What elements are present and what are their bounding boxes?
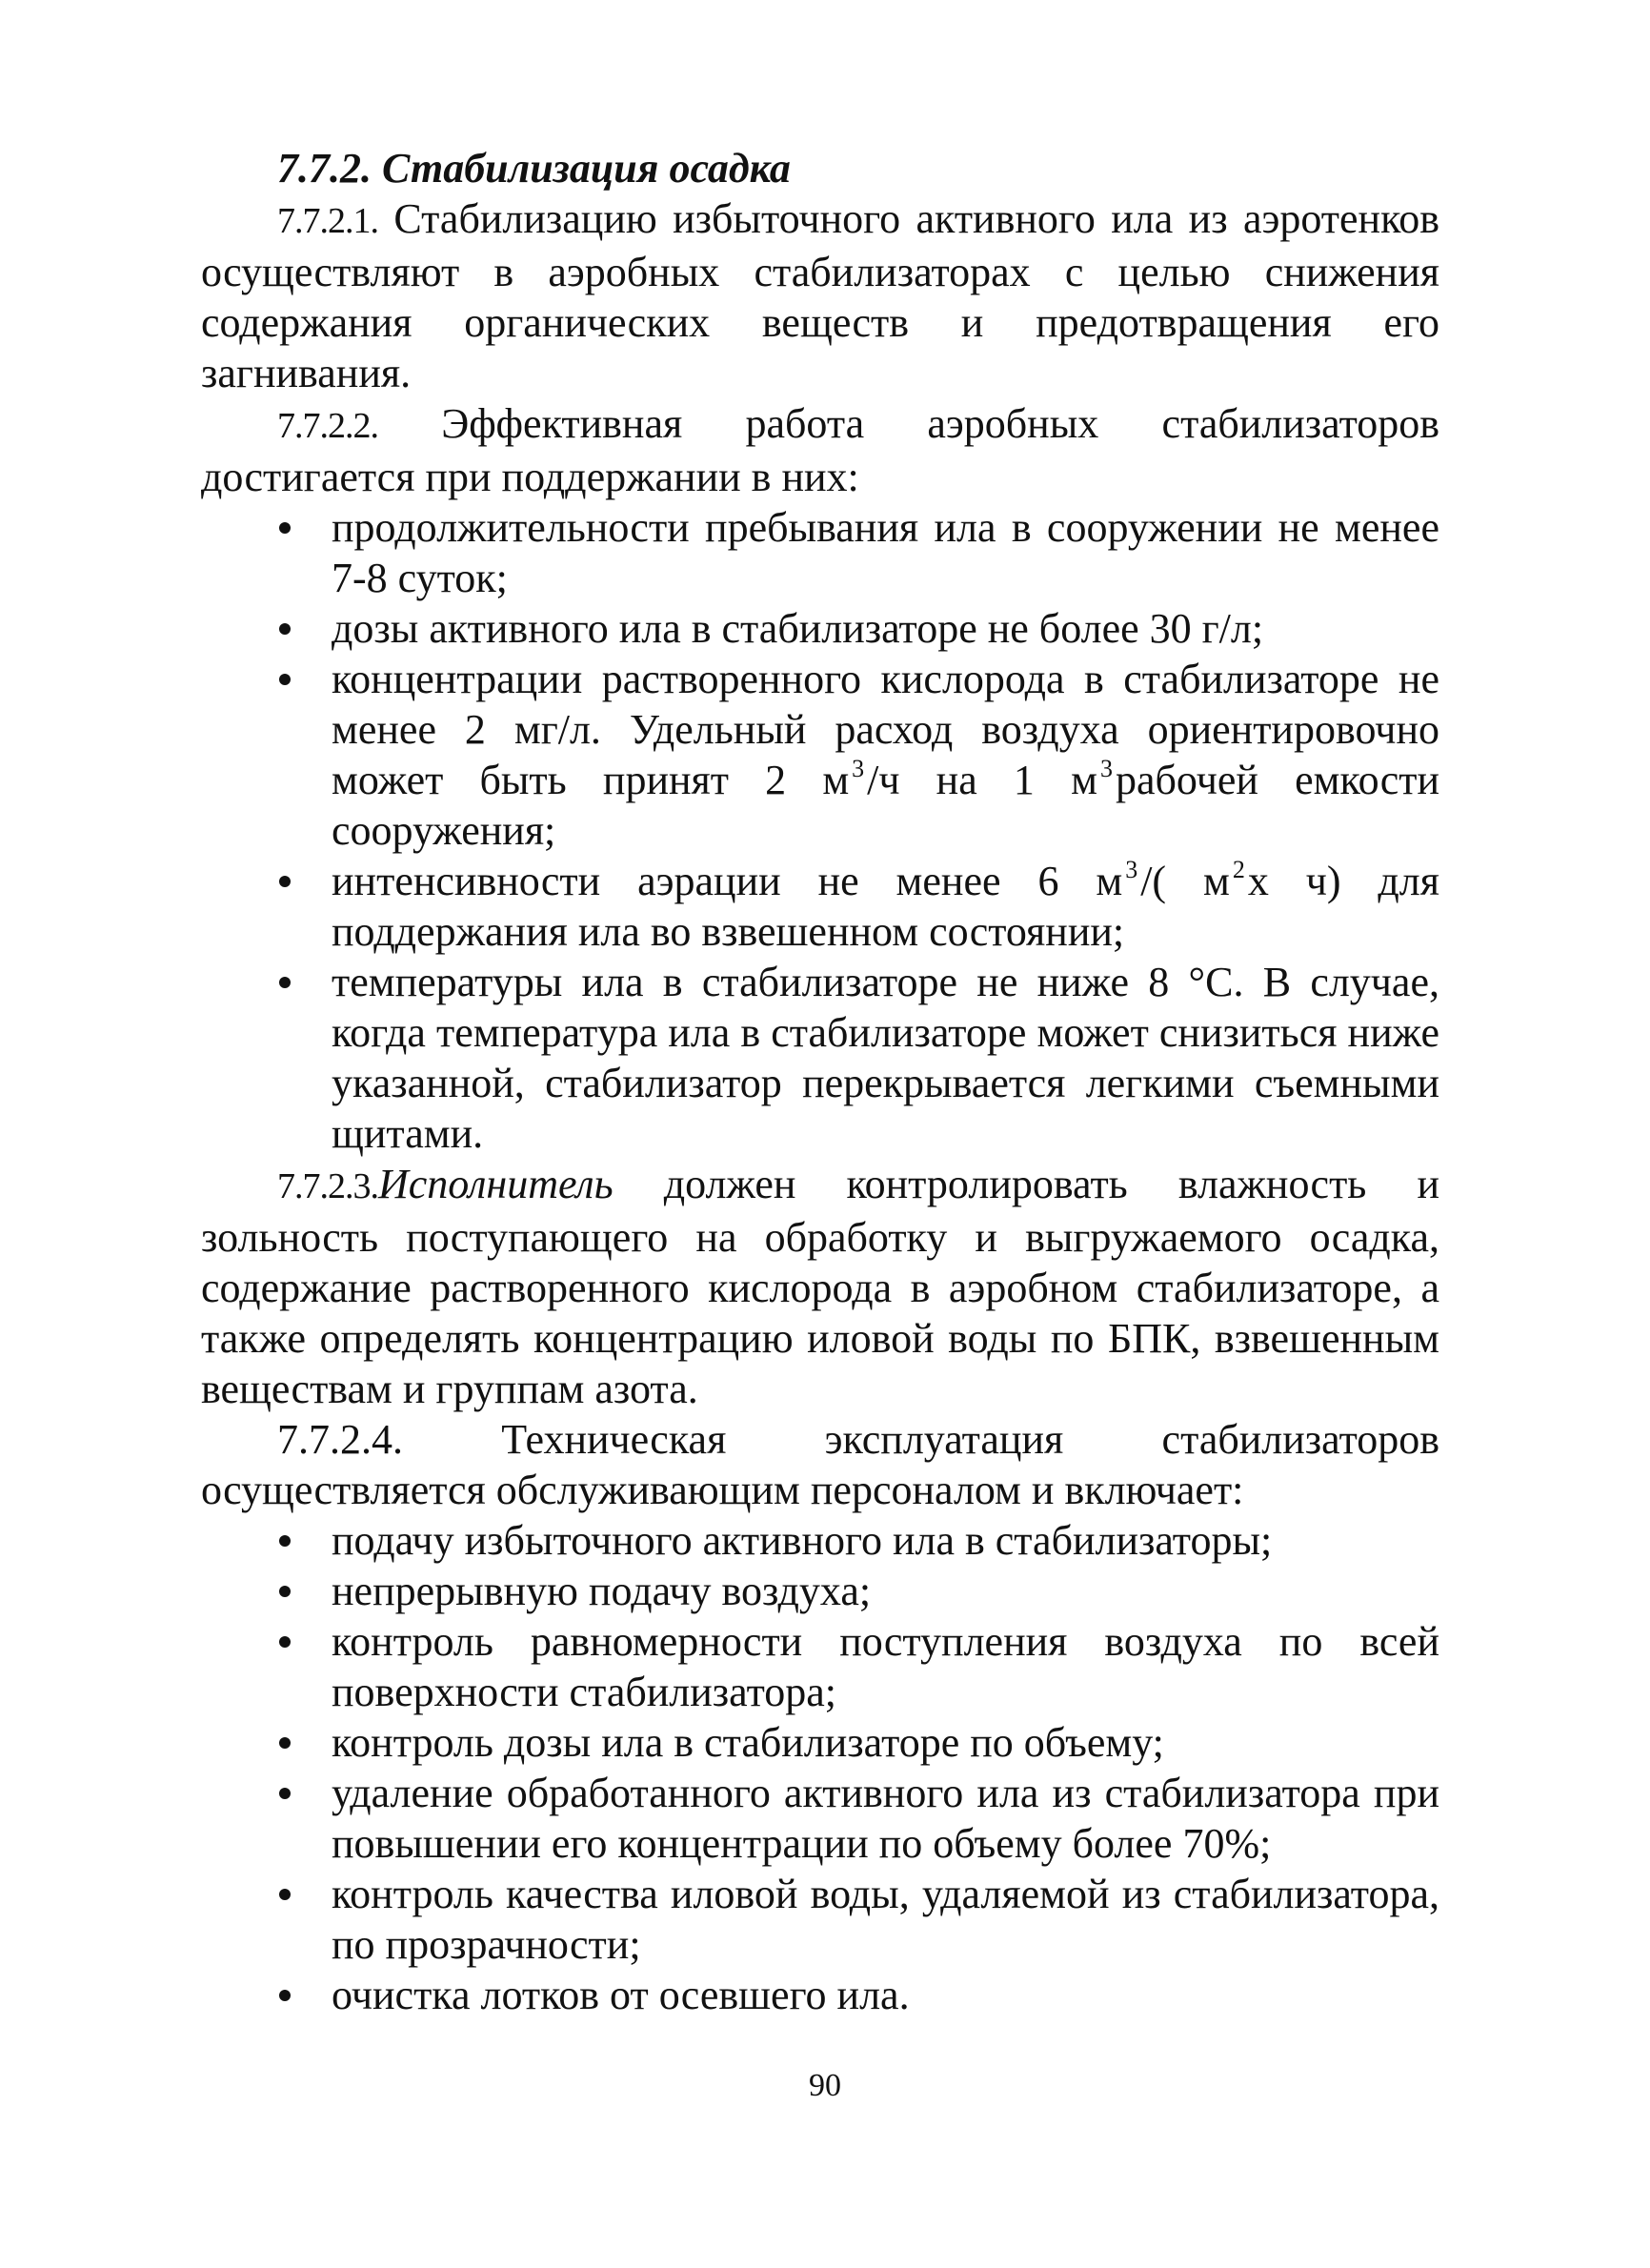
section-heading: 7.7.2. Стабилизация осадка — [277, 145, 791, 192]
conditions-list — [201, 502, 1439, 1159]
list-item — [201, 856, 1439, 957]
list-item-text: непрерывную подачу воздуха; — [332, 1568, 872, 1614]
list-item-text: /ч на 1 м — [867, 757, 1097, 803]
list-item — [201, 654, 1439, 856]
bullet-icon — [279, 1535, 291, 1547]
paragraph-7-7-2-4 — [201, 1414, 1439, 1515]
italic-term: Исполнитель — [378, 1161, 614, 1207]
document-page — [201, 143, 1439, 2020]
list-item-text: интенсивности аэрации не менее 6 м — [332, 858, 1123, 904]
list-item-text: контроль дозы ила в стабилизаторе по объему; — [332, 1719, 1164, 1766]
paragraph-7-7-2-2 — [201, 398, 1439, 502]
list-item-text: температуры ила в стабилизаторе не ниже 8 °С. В случае, когда температура ила в стабилизаторе может снизиться ниже указанной, стабилизатор перекрывается легкими съемными щитами. — [332, 959, 1439, 1157]
list-item-text: продолжительности пребывания ила в сооружении не менее 7-8 суток; — [332, 504, 1439, 601]
clause-number: 7.7.2.4. — [277, 1416, 403, 1463]
superscript: 3 — [852, 755, 865, 782]
list-item-text: /( м — [1140, 858, 1230, 904]
list-item-text: х ч) для поддержания ила во взвешенном состоянии; — [332, 858, 1439, 955]
list-item-text: дозы активного ила в стабилизаторе не более 30 г/л; — [332, 605, 1264, 652]
list-item — [201, 1515, 1439, 1566]
list-item — [201, 603, 1439, 654]
bullet-icon — [279, 623, 291, 635]
bullet-icon — [279, 876, 291, 887]
paragraph-text: должен контролировать влажность и зольность поступающего на обработку и выгружаемого осадка, содержание растворенного кислорода в аэробном стабилизаторе, а также определять концентрацию иловой воды по БПК, взвешенным веществам и группам азота. — [201, 1161, 1440, 1412]
list-item — [201, 1970, 1439, 2020]
bullet-icon — [279, 1889, 291, 1900]
list-item-text: концентрации растворенного кислорода в стабилизаторе не менее 2 мг/л. Удельный расход воздуха ориентировочно может быть принят 2 м — [332, 656, 1439, 803]
bullet-icon — [279, 1586, 291, 1597]
paragraph-text: Техническая эксплуатация стабилизаторов осуществляется обслуживающим персоналом и включает: — [201, 1416, 1439, 1513]
paragraph-7-7-2-3 — [201, 1159, 1439, 1414]
clause-number: 7.7.2.1. — [277, 201, 378, 241]
superscript: 3 — [1125, 856, 1138, 883]
bullet-icon — [279, 1636, 291, 1648]
operations-list — [201, 1515, 1439, 2020]
bullet-icon — [279, 674, 291, 685]
bullet-icon — [279, 1990, 291, 2001]
paragraph-text: Стабилизацию избыточного активного ила из аэротенков осуществляют в аэробных стабилизаторах с целью снижения содержания органических веществ и предотвращения его загнивания. — [201, 195, 1440, 396]
list-item — [201, 1717, 1439, 1768]
list-item-text: рабочей емкости сооружения; — [332, 757, 1439, 854]
list-item — [201, 957, 1439, 1159]
list-item — [201, 1566, 1439, 1616]
list-item-text: удаление обработанного активного ила из стабилизатора при повышении его концентрации по объему более 70%; — [332, 1770, 1439, 1867]
list-item — [201, 1616, 1439, 1717]
list-item-text: контроль качества иловой воды, удаляемой из стабилизатора, по прозрачности; — [332, 1871, 1439, 1968]
list-item — [201, 1869, 1439, 1970]
clause-number: 7.7.2.3. — [277, 1166, 378, 1206]
list-item-text: подачу избыточного активного ила в стабилизаторы; — [332, 1517, 1273, 1564]
superscript: 2 — [1232, 856, 1245, 883]
bullet-icon — [279, 522, 291, 534]
list-item-text: контроль равномерности поступления воздуха по всей поверхности стабилизатора; — [332, 1618, 1439, 1715]
bullet-icon — [279, 1788, 291, 1799]
clause-number: 7.7.2.2. — [277, 406, 378, 446]
superscript: 3 — [1099, 755, 1113, 782]
list-item — [201, 1768, 1439, 1869]
list-item — [201, 502, 1439, 603]
list-item-text: очистка лотков от осевшего ила. — [332, 1972, 910, 2018]
bullet-icon — [279, 1737, 291, 1749]
bullet-icon — [279, 977, 291, 988]
paragraph-text: Эффективная работа аэробных стабилизаторов достигается при поддержании в них: — [201, 400, 1439, 500]
paragraph-7-7-2-1 — [201, 193, 1439, 398]
page-number: 90 — [809, 2068, 841, 2103]
